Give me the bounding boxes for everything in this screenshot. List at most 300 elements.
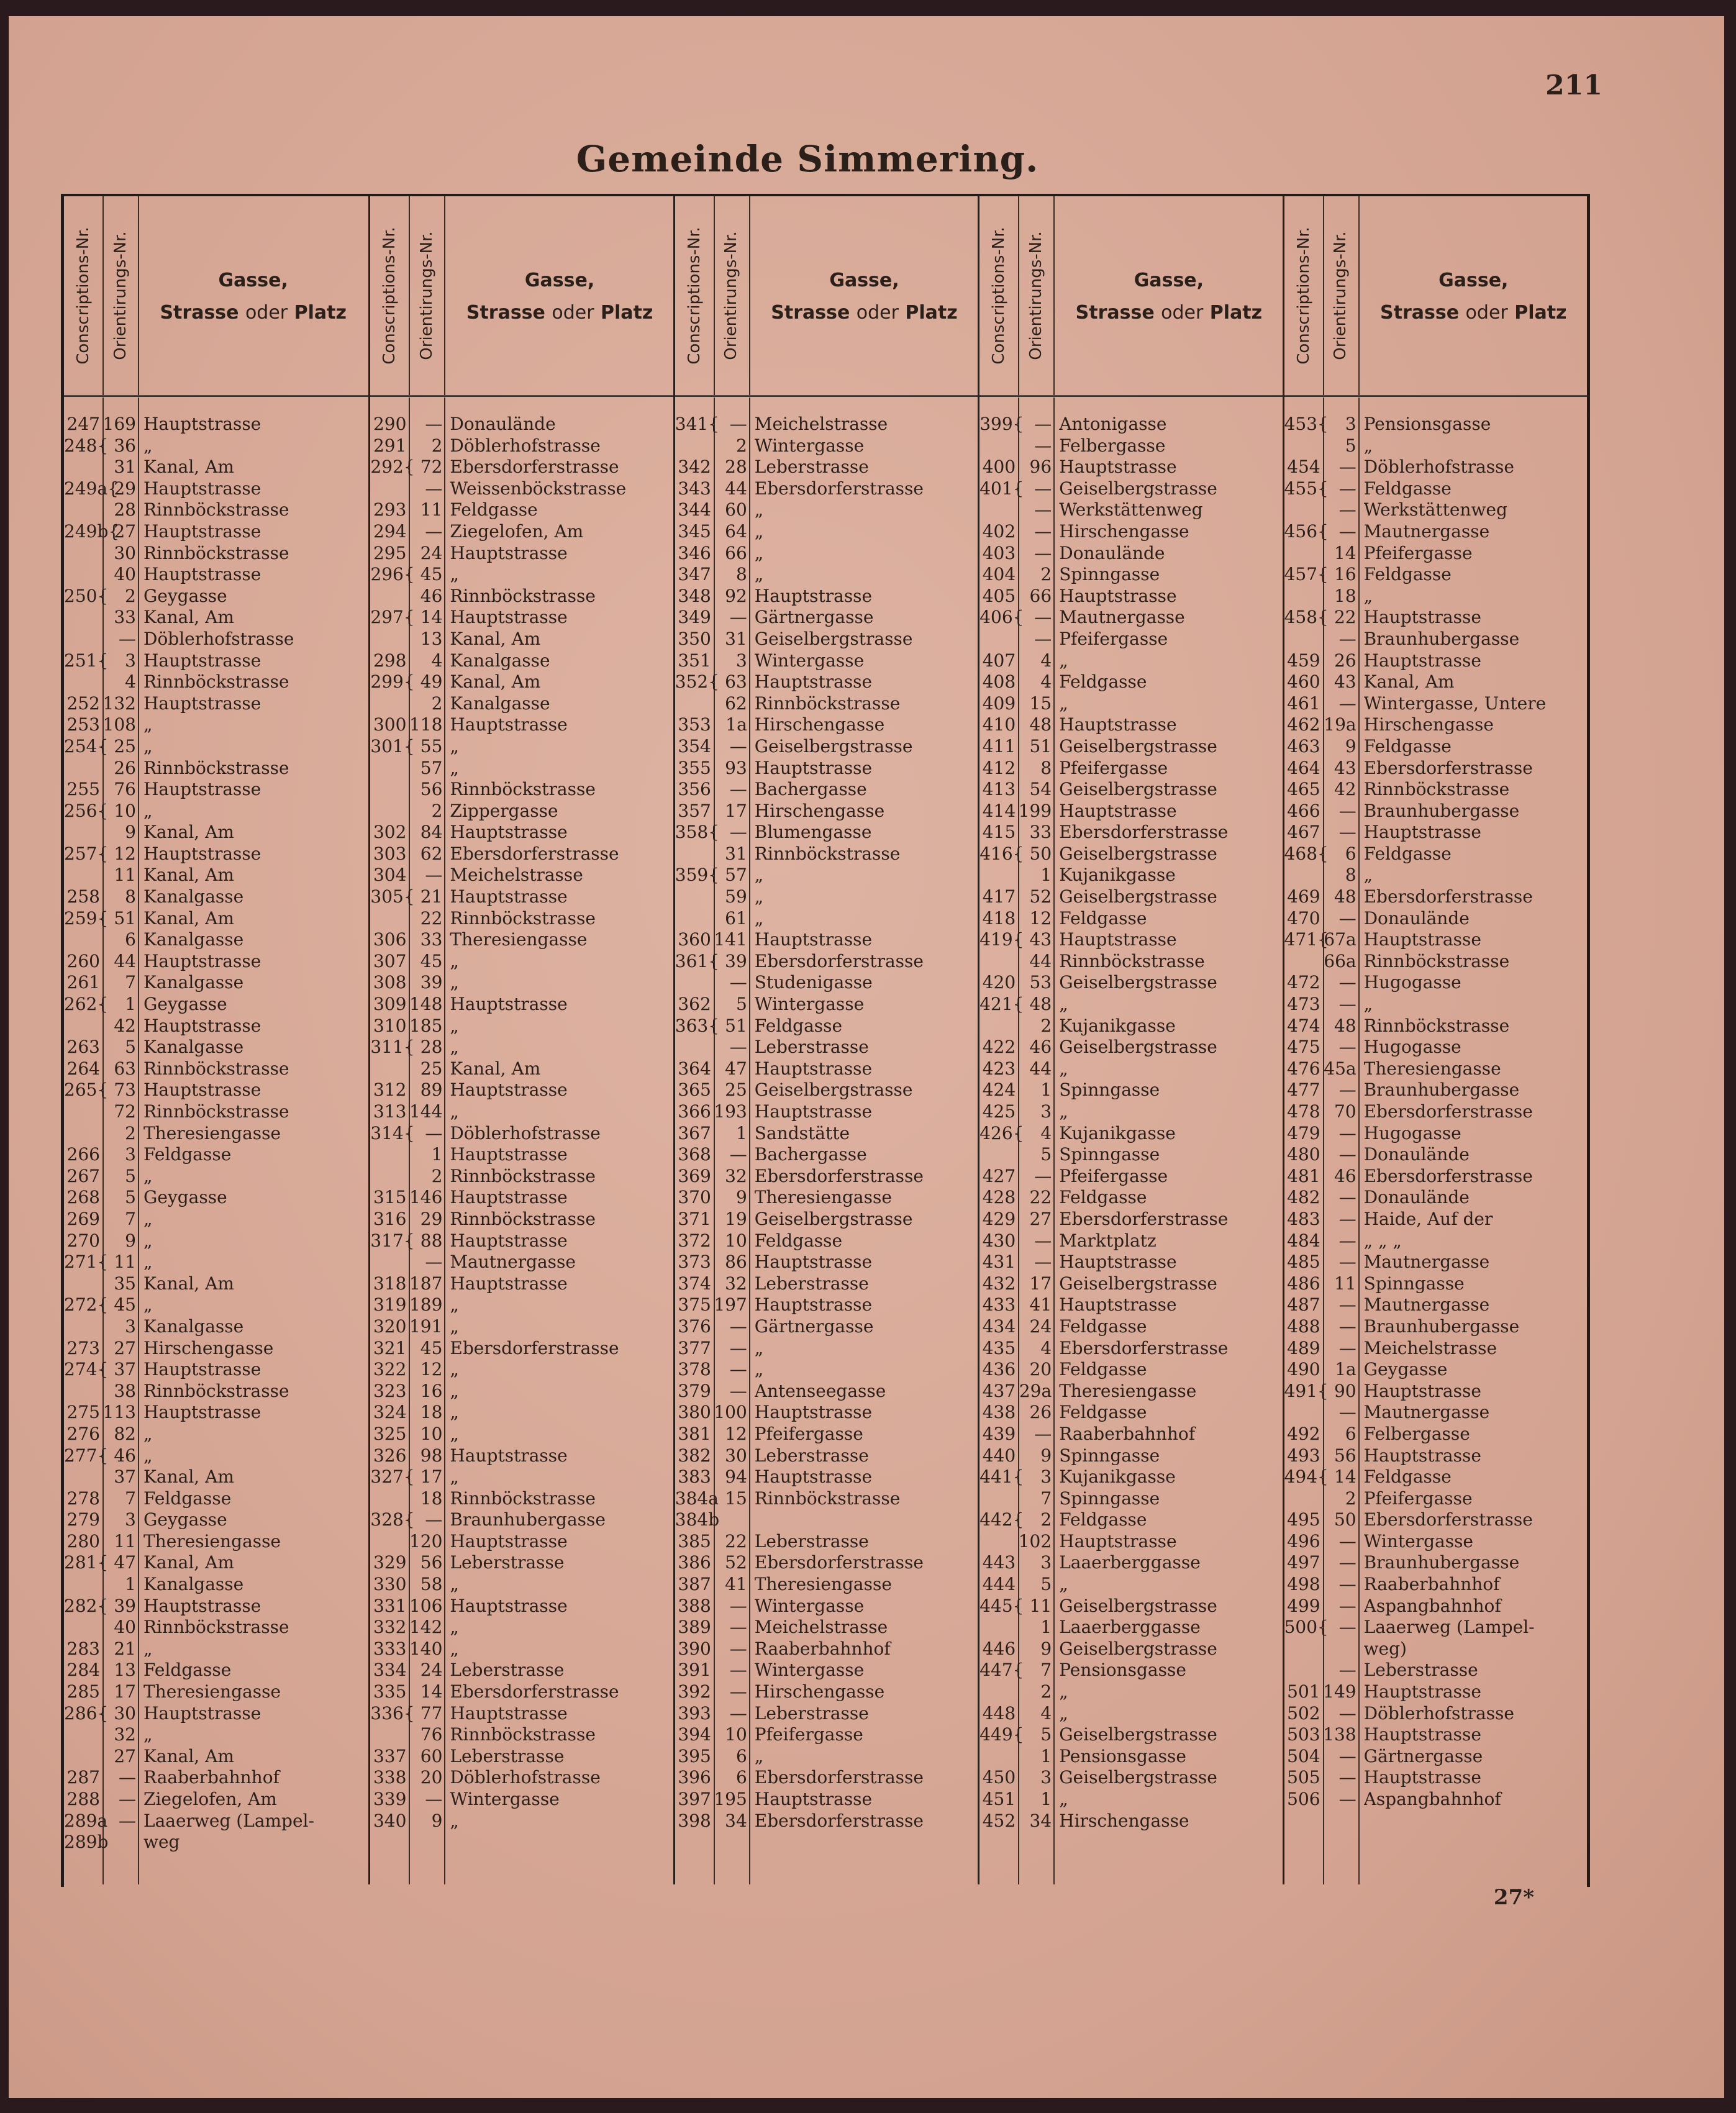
street-name: Leberstrasse [450, 1552, 565, 1573]
table-row [979, 1316, 1284, 1338]
orientation-number: 5 [1040, 1144, 1052, 1165]
street-header-word-strasse: Strasse [466, 302, 545, 324]
table-row [370, 714, 675, 736]
orientation-number: 46 [1029, 1037, 1052, 1058]
table-row [1284, 1252, 1589, 1273]
street-name: Marktplatz [1059, 1230, 1157, 1251]
table-row [370, 671, 675, 693]
orientation-number: 3 [125, 1509, 136, 1530]
orientation-number: 32 [114, 1724, 136, 1745]
conscription-number: 338 [373, 1767, 407, 1788]
table-row [675, 435, 979, 457]
street-name: Hauptstrasse [1059, 457, 1177, 478]
orientation-number: — [1338, 822, 1357, 843]
orientation-number: 25 [420, 1058, 443, 1079]
conscription-header-cell [675, 196, 715, 395]
orientation-number: 82 [114, 1423, 136, 1444]
conscription-number: 299{ [370, 671, 415, 693]
street-name: Donaulände [450, 414, 556, 434]
conscription-number: 435 [982, 1337, 1016, 1358]
conscription-number: 365 [678, 1079, 711, 1101]
street-name: Leberstrasse [450, 1745, 565, 1766]
street-name: „ [143, 1445, 153, 1466]
orientation-number: 12 [725, 1423, 747, 1444]
orientation-number: 46 [114, 1445, 136, 1466]
table-row [979, 457, 1284, 478]
column-header [64, 196, 368, 397]
orientation-number: 5 [1040, 1574, 1052, 1595]
conscription-number: 269 [66, 1208, 100, 1229]
column-header [979, 196, 1284, 397]
conscription-number: 293 [373, 499, 407, 520]
conscription-number: 294 [373, 520, 407, 542]
orientation-number: 37 [114, 1466, 136, 1488]
conscription-number: 378 [678, 1359, 711, 1380]
orientation-number: 3 [1040, 1101, 1052, 1122]
orientation-number: 29 [114, 478, 136, 499]
street-name: Hauptstrasse [143, 1402, 261, 1423]
table-row [370, 1016, 675, 1037]
street-name: Ebersdorferstrasse [450, 457, 619, 478]
orientation-header: Orientirungs-Nr. [722, 231, 741, 360]
street-name: Hirschengasse [754, 714, 885, 735]
table-row [675, 1596, 979, 1617]
orientation-number: 18 [420, 1488, 443, 1509]
orientation-number: 11 [1029, 1595, 1052, 1616]
orientation-number: 5 [125, 1037, 136, 1058]
conscription-number: 465 [1287, 779, 1320, 800]
conscription-number: 248{ [64, 435, 109, 456]
conscription-number: 322 [373, 1359, 407, 1380]
orientation-number: 10 [725, 1230, 747, 1251]
conscription-number: 415 [982, 822, 1016, 843]
orientation-number: 29 [420, 1208, 443, 1229]
table-row [370, 435, 675, 457]
street-name: Hauptstrasse [754, 1058, 873, 1079]
street-name: Hauptstrasse [1363, 1681, 1481, 1702]
conscription-number: 394 [678, 1724, 711, 1745]
table-row [64, 1230, 368, 1252]
orientation-number: 17 [114, 1681, 136, 1702]
orientation-number: — [1338, 1037, 1357, 1058]
table-row [64, 1488, 368, 1510]
orientation-number: 19a [1324, 714, 1357, 735]
street-name: Feldgasse [1363, 1466, 1452, 1488]
orientation-number: 24 [1029, 1316, 1052, 1337]
street-name: Felbergasse [1059, 435, 1166, 456]
orientation-number: 17 [420, 1466, 443, 1488]
conscription-number: 474 [1287, 1015, 1320, 1036]
table-row [675, 650, 979, 672]
street-name: „ [754, 564, 764, 585]
table-row [675, 1424, 979, 1445]
orientation-number: 44 [1029, 950, 1052, 971]
orientation-number: 46 [1334, 1165, 1357, 1186]
conscription-header: Conscriptions-Nr. [1294, 227, 1313, 365]
table-row [64, 1144, 368, 1166]
table-row [1284, 951, 1589, 973]
conscription-number: 406{ [979, 607, 1024, 628]
orientation-number: 45 [420, 1337, 443, 1358]
conscription-number: 341{ [675, 414, 720, 434]
conscription-number: 456{ [1284, 520, 1329, 542]
orientation-number: 2 [1040, 1015, 1052, 1036]
conscription-number: 503 [1287, 1724, 1320, 1745]
street-name: Döblerhofstrasse [1363, 1702, 1514, 1724]
orientation-number: 3 [1040, 1466, 1052, 1488]
table-row [979, 736, 1284, 758]
orientation-number: — [1034, 414, 1052, 434]
orientation-number: 17 [725, 800, 747, 821]
orientation-number: 38 [114, 1380, 136, 1401]
orientation-number: 52 [725, 1552, 747, 1573]
table-row [675, 1681, 979, 1703]
conscription-number: 400 [982, 457, 1016, 478]
orientation-number: 41 [725, 1574, 747, 1595]
table-row [370, 457, 675, 478]
conscription-number: 482 [1287, 1187, 1320, 1208]
conscription-number: 323 [373, 1380, 407, 1401]
street-name: Hauptstrasse [1363, 822, 1481, 843]
orientation-number: 144 [409, 1101, 443, 1122]
table-row [979, 1187, 1284, 1209]
conscription-number: 360 [678, 929, 711, 950]
street-name: „ [450, 1617, 459, 1638]
table-row [979, 607, 1284, 629]
conscription-number: 337 [373, 1745, 407, 1766]
street-name: Hauptstrasse [754, 1402, 873, 1423]
table-row [370, 1123, 675, 1145]
table-row [1284, 1273, 1589, 1295]
street-name: Braunhubergasse [1363, 800, 1520, 821]
conscription-number: 288 [66, 1789, 100, 1809]
orientation-number: 1 [431, 1144, 443, 1165]
street-name: Geiselbergstrasse [754, 628, 913, 649]
street-name: Pensionsgasse [1059, 1745, 1186, 1766]
street-name: Mautnergasse [1363, 1402, 1490, 1423]
conscription-number: 277{ [64, 1445, 109, 1466]
street-name: Spinngasse [1059, 1445, 1160, 1466]
table-row [979, 1488, 1284, 1510]
table-row [370, 1338, 675, 1360]
orientation-number: 15 [1029, 693, 1052, 714]
street-name: Theresiengasse [450, 929, 588, 950]
orientation-number: 113 [102, 1402, 136, 1423]
orientation-number: 41 [1029, 1294, 1052, 1316]
table-row [370, 929, 675, 951]
street-name: Ebersdorferstrasse [1059, 1337, 1229, 1358]
street-name: Ebersdorferstrasse [754, 1810, 924, 1831]
street-name: Hauptstrasse [754, 1466, 873, 1488]
conscription-number: 398 [678, 1810, 711, 1831]
street-name: Feldgasse [143, 1488, 232, 1509]
orientation-number: — [1338, 693, 1357, 714]
street-name: „ [143, 714, 153, 735]
table-row [370, 499, 675, 521]
street-name: Weissenböckstrasse [450, 478, 627, 499]
street-name: Spinngasse [1059, 1144, 1160, 1165]
conscription-header-cell [370, 196, 410, 395]
orientation-number: 92 [725, 585, 747, 606]
orientation-number: — [1034, 478, 1052, 499]
table-row [64, 865, 368, 886]
orientation-number: — [1338, 907, 1357, 929]
table-row [370, 1574, 675, 1596]
table-row [64, 521, 368, 543]
table-row [979, 543, 1284, 565]
table-row [675, 1230, 979, 1252]
orientation-number: 44 [1029, 1058, 1052, 1079]
street-name: Rinnböckstrasse [143, 542, 289, 563]
conscription-header: Conscriptions-Nr. [74, 227, 93, 365]
conscription-number: 345 [678, 520, 711, 542]
street-name: Leberstrasse [754, 1530, 869, 1552]
conscription-number: 396 [678, 1767, 711, 1788]
orientation-number: 27 [114, 1745, 136, 1766]
table-row [675, 886, 979, 908]
table-row [370, 1660, 675, 1681]
street-name: „ [754, 1359, 764, 1380]
conscription-number: 289b [64, 1832, 109, 1853]
orientation-number: 28 [420, 1037, 443, 1058]
table-row [675, 1209, 979, 1230]
orientation-number: 33 [114, 607, 136, 628]
street-name: Theresiengasse [143, 1681, 281, 1702]
conscription-number: 502 [1287, 1702, 1320, 1724]
table-row [1284, 1660, 1589, 1681]
conscription-number: 479 [1287, 1122, 1320, 1143]
table-row [979, 865, 1284, 886]
conscription-number: 408 [982, 671, 1016, 693]
orientation-number: 37 [114, 1359, 136, 1380]
table-row [979, 843, 1284, 865]
orientation-number: 10 [420, 1423, 443, 1444]
street-name: Ebersdorferstrasse [754, 1552, 924, 1573]
conscription-number: 339 [373, 1789, 407, 1809]
street-header-word-platz: Platz [601, 302, 653, 324]
table-row [64, 499, 368, 521]
street-name: Pfeifergasse [1363, 1488, 1473, 1509]
table-row [64, 779, 368, 801]
street-name: „ [143, 1294, 153, 1316]
conscription-number: 417 [982, 886, 1016, 907]
table-row [64, 414, 368, 435]
street-name: Hauptstrasse [143, 779, 261, 800]
conscription-number: 287 [66, 1767, 100, 1788]
conscription-number: 452 [982, 1810, 1016, 1831]
orientation-number: 43 [1334, 671, 1357, 693]
street-name: Kanalgasse [143, 1037, 244, 1058]
street-name: Hauptstrasse [450, 1079, 568, 1101]
street-name: „ [450, 950, 459, 971]
street-name: Geiselbergstrasse [1059, 1767, 1217, 1788]
orientation-header: Orientirungs-Nr. [417, 231, 436, 360]
conscription-number: 483 [1287, 1208, 1320, 1229]
orientation-number: 3 [735, 650, 747, 671]
conscription-number: 385 [678, 1530, 711, 1552]
conscription-number: 305{ [370, 886, 415, 907]
orientation-number: 141 [714, 929, 747, 950]
table-row [370, 972, 675, 994]
street-name: Ebersdorferstrasse [754, 1165, 924, 1186]
street-name: Feldgasse [1059, 671, 1147, 693]
street-name: Theresiengasse [143, 1122, 281, 1143]
street-name: Döblerhofstrasse [450, 435, 601, 456]
table-row [979, 1058, 1284, 1080]
table-row [370, 1273, 675, 1295]
orientation-number: 120 [409, 1530, 443, 1552]
conscription-number: 307 [373, 950, 407, 971]
orientation-number: 2 [735, 435, 747, 456]
conscription-number: 475 [1287, 1037, 1320, 1058]
orientation-header: Orientirungs-Nr. [111, 231, 130, 360]
table-row [979, 1531, 1284, 1553]
orientation-number: 51 [1029, 735, 1052, 757]
street-name: Hauptstrasse [754, 1101, 873, 1122]
street-name: Theresiengasse [754, 1574, 892, 1595]
table-row [370, 886, 675, 908]
orientation-number: — [1338, 478, 1357, 499]
orientation-number: 48 [1029, 714, 1052, 735]
orientation-number: 50 [1334, 1509, 1357, 1530]
orientation-number: 3 [125, 1144, 136, 1165]
street-name: Feldgasse [1059, 1187, 1147, 1208]
conscription-number: 268 [66, 1187, 100, 1208]
orientation-number: 36 [114, 435, 136, 456]
orientation-number: — [729, 972, 747, 993]
street-name: Hauptstrasse [143, 520, 261, 542]
orientation-number: — [1034, 628, 1052, 649]
table-row [1284, 1166, 1589, 1188]
street-name: Hauptstrasse [143, 843, 261, 864]
conscription-number: 368 [678, 1144, 711, 1165]
table-row [675, 1402, 979, 1424]
orientation-number: 21 [114, 1638, 136, 1659]
orientation-number: 62 [420, 843, 443, 864]
orientation-number: — [1338, 1552, 1357, 1573]
conscription-number: 434 [982, 1316, 1016, 1337]
orientation-number: — [1338, 972, 1357, 993]
conscription-number: 250{ [64, 585, 109, 606]
table-row [979, 1638, 1284, 1660]
conscription-number: 373 [678, 1252, 711, 1273]
table-row [1284, 1746, 1589, 1768]
street-name: Kanalgasse [143, 1316, 244, 1337]
table-row [979, 1252, 1284, 1273]
conscription-number: 251{ [64, 650, 109, 671]
orientation-number: 195 [714, 1789, 747, 1809]
conscription-number: 402 [982, 520, 1016, 542]
street-name: Braunhubergasse [1363, 1552, 1520, 1573]
orientation-number: — [1034, 435, 1052, 456]
table-row [64, 1166, 368, 1188]
orientation-number: 1a [1335, 1359, 1357, 1380]
table-row [64, 1811, 368, 1832]
orientation-number: 22 [1029, 1187, 1052, 1208]
table-row [370, 1359, 675, 1381]
orientation-number: — [1034, 1230, 1052, 1251]
orientation-number: — [1338, 1574, 1357, 1595]
orientation-number: 24 [420, 1660, 443, 1681]
table-row [675, 1724, 979, 1746]
table-row [1284, 994, 1589, 1016]
table-row [675, 521, 979, 543]
street-name: Hirschengasse [1363, 714, 1494, 735]
street-name: „ [450, 757, 459, 778]
conscription-number: 420 [982, 972, 1016, 993]
conscription-number: 423 [982, 1058, 1016, 1079]
street-name: Wintergasse, Untere [1363, 693, 1547, 714]
conscription-number: 312 [373, 1079, 407, 1101]
table-body [370, 414, 675, 1832]
table-row [979, 693, 1284, 715]
street-header-line1: Gasse, [1438, 270, 1509, 291]
street-name: Geiselbergstrasse [754, 735, 913, 757]
table-row [64, 650, 368, 672]
table-row [64, 1209, 368, 1230]
street-name: Meichelstrasse [450, 865, 583, 886]
street-name: Feldgasse [1059, 907, 1147, 929]
orientation-number: 60 [420, 1745, 443, 1766]
orientation-number: 5 [735, 994, 747, 1015]
orientation-number: 6 [1345, 1423, 1357, 1444]
table-row [675, 1338, 979, 1360]
orientation-number: 16 [420, 1380, 443, 1401]
street-name: Pfeifergasse [754, 1724, 863, 1745]
street-name: „ [450, 1037, 459, 1058]
table-row [1284, 1037, 1589, 1058]
conscription-number: 332 [373, 1617, 407, 1638]
conscription-number: 386 [678, 1552, 711, 1573]
street-name: Braunhubergasse [1363, 1316, 1520, 1337]
conscription-number: 292{ [370, 457, 415, 478]
street-name: Geiselbergstrasse [1059, 779, 1217, 800]
table-row [675, 779, 979, 801]
orientation-number: 7 [125, 972, 136, 993]
street-name: Hauptstrasse [1059, 1294, 1177, 1316]
conscription-number: 392 [678, 1681, 711, 1702]
conscription-number: 407 [982, 650, 1016, 671]
conscription-number: 489 [1287, 1337, 1320, 1358]
orientation-number: 30 [114, 1702, 136, 1724]
orientation-number: 51 [725, 1015, 747, 1036]
orientation-number: 48 [1334, 1015, 1357, 1036]
conscription-number: 461 [1287, 693, 1320, 714]
table-row [979, 1144, 1284, 1166]
table-row [1284, 1359, 1589, 1381]
street-name: Ebersdorferstrasse [1059, 822, 1229, 843]
orientation-number: 45 [114, 1294, 136, 1316]
orientation-number: 1 [1040, 1789, 1052, 1809]
table-row [979, 650, 1284, 672]
table-row [370, 1144, 675, 1166]
table-row [370, 1638, 675, 1660]
street-name: Döblerhofstrasse [1363, 457, 1514, 478]
street-name: „ [143, 435, 153, 456]
orientation-number: 3 [1040, 1767, 1052, 1788]
table-row [64, 1123, 368, 1145]
table-row [370, 1058, 675, 1080]
conscription-number: 395 [678, 1745, 711, 1766]
conscription-number: 377 [678, 1337, 711, 1358]
table-row [675, 1058, 979, 1080]
orientation-number: — [1338, 994, 1357, 1015]
street-name: Theresiengasse [754, 1187, 892, 1208]
street-name: Geiselbergstrasse [754, 1079, 913, 1101]
street-name: Wintergasse [754, 1660, 865, 1681]
orientation-number: 1 [125, 994, 136, 1015]
table-row [1284, 414, 1589, 435]
